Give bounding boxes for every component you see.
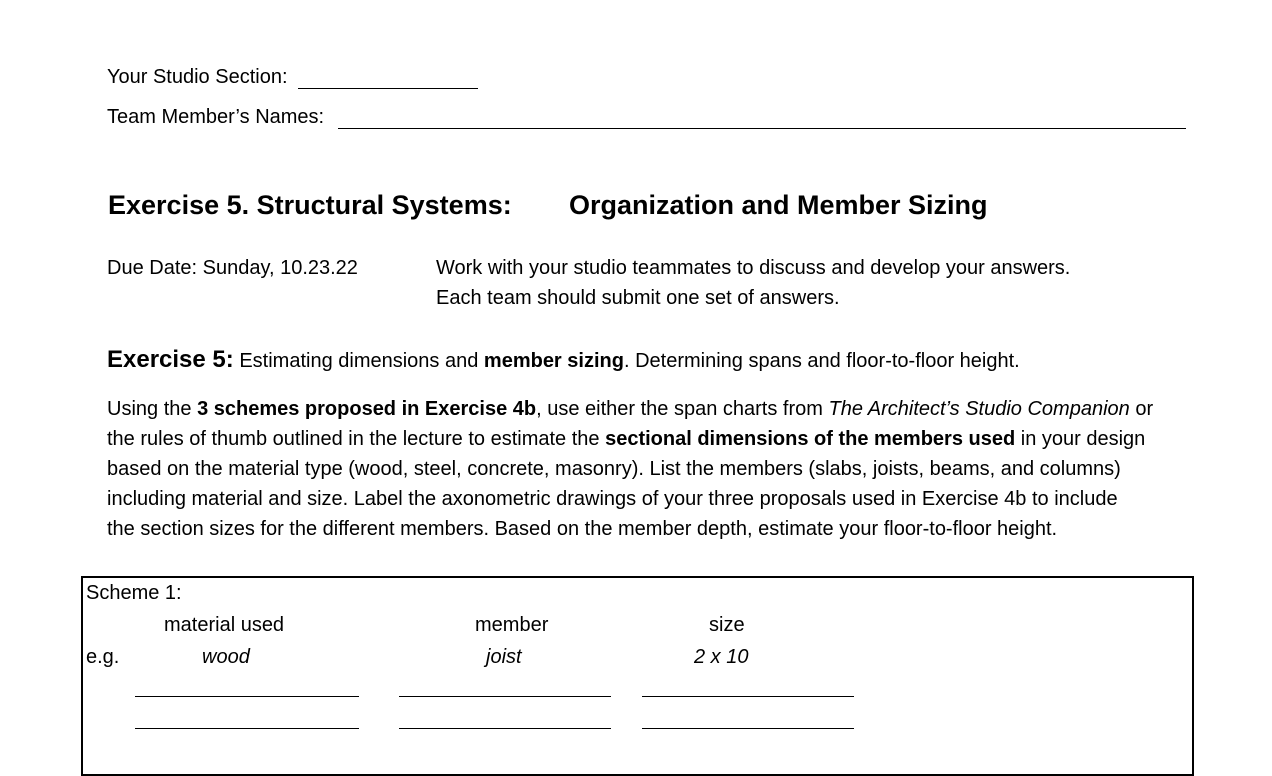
studio-section-field[interactable] — [298, 88, 478, 89]
size-entry-2[interactable] — [642, 728, 854, 729]
team-names-field[interactable] — [338, 128, 1186, 129]
team-note-line-1: Work with your studio teammates to discuss and develop your answers. — [436, 257, 1071, 279]
size-entry-1[interactable] — [642, 696, 854, 697]
instructions-line-2: the rules of thumb outlined in the lecture to estimate the sectional dimensions of the members used in your design — [107, 428, 1146, 450]
column-header-material: material used — [164, 614, 285, 636]
example-size: 2 x 10 — [694, 646, 749, 668]
scheme-label: Scheme 1: — [86, 582, 182, 604]
instructions-line-5: the section sizes for the different members. Based on the member depth, estimate your floor-to-floor height. — [107, 518, 1058, 540]
example-member: joist — [486, 646, 522, 668]
instructions-line-4: including material and size. Label the axonometric drawings of your three proposals used in Exercise 4b to include — [107, 488, 1118, 510]
due-date: Due Date: Sunday, 10.23.22 — [107, 257, 358, 279]
column-header-size: size — [709, 614, 745, 636]
example-material: wood — [202, 646, 250, 668]
member-entry-1[interactable] — [399, 696, 611, 697]
material-entry-2[interactable] — [135, 728, 359, 729]
instructions-line-3: based on the material type (wood, steel, concrete, masonry). List the members (slabs, joists, beams, and columns) — [107, 458, 1121, 480]
column-header-member: member — [475, 614, 549, 636]
page-subtitle: Organization and Member Sizing — [569, 190, 988, 220]
instructions-paragraph — [107, 394, 1207, 544]
team-names-label: Team Member’s Names: — [107, 106, 325, 128]
instructions-line-1: Using the 3 schemes proposed in Exercise 4b, use either the span charts from The Architect’s Studio Companion or — [107, 398, 1154, 420]
intro-text-c: . Determining spans and floor-to-floor height. — [623, 350, 1020, 372]
exercise-heading: Exercise 5: — [107, 346, 234, 373]
studio-section-label: Your Studio Section: — [107, 66, 288, 88]
book-title: The Architect’s Studio Companion — [828, 398, 1130, 420]
team-note-line-2: Each team should submit one set of answers. — [436, 287, 840, 309]
material-entry-1[interactable] — [135, 696, 359, 697]
intro-text-bold: member sizing — [483, 350, 624, 372]
scheme-1-box — [81, 576, 1194, 776]
example-label: e.g. — [86, 646, 120, 668]
member-entry-2[interactable] — [399, 728, 611, 729]
page-title: Exercise 5. Structural Systems: — [108, 190, 512, 220]
intro-text-a: Estimating dimensions and — [233, 350, 484, 372]
exercise-intro — [107, 346, 1020, 374]
